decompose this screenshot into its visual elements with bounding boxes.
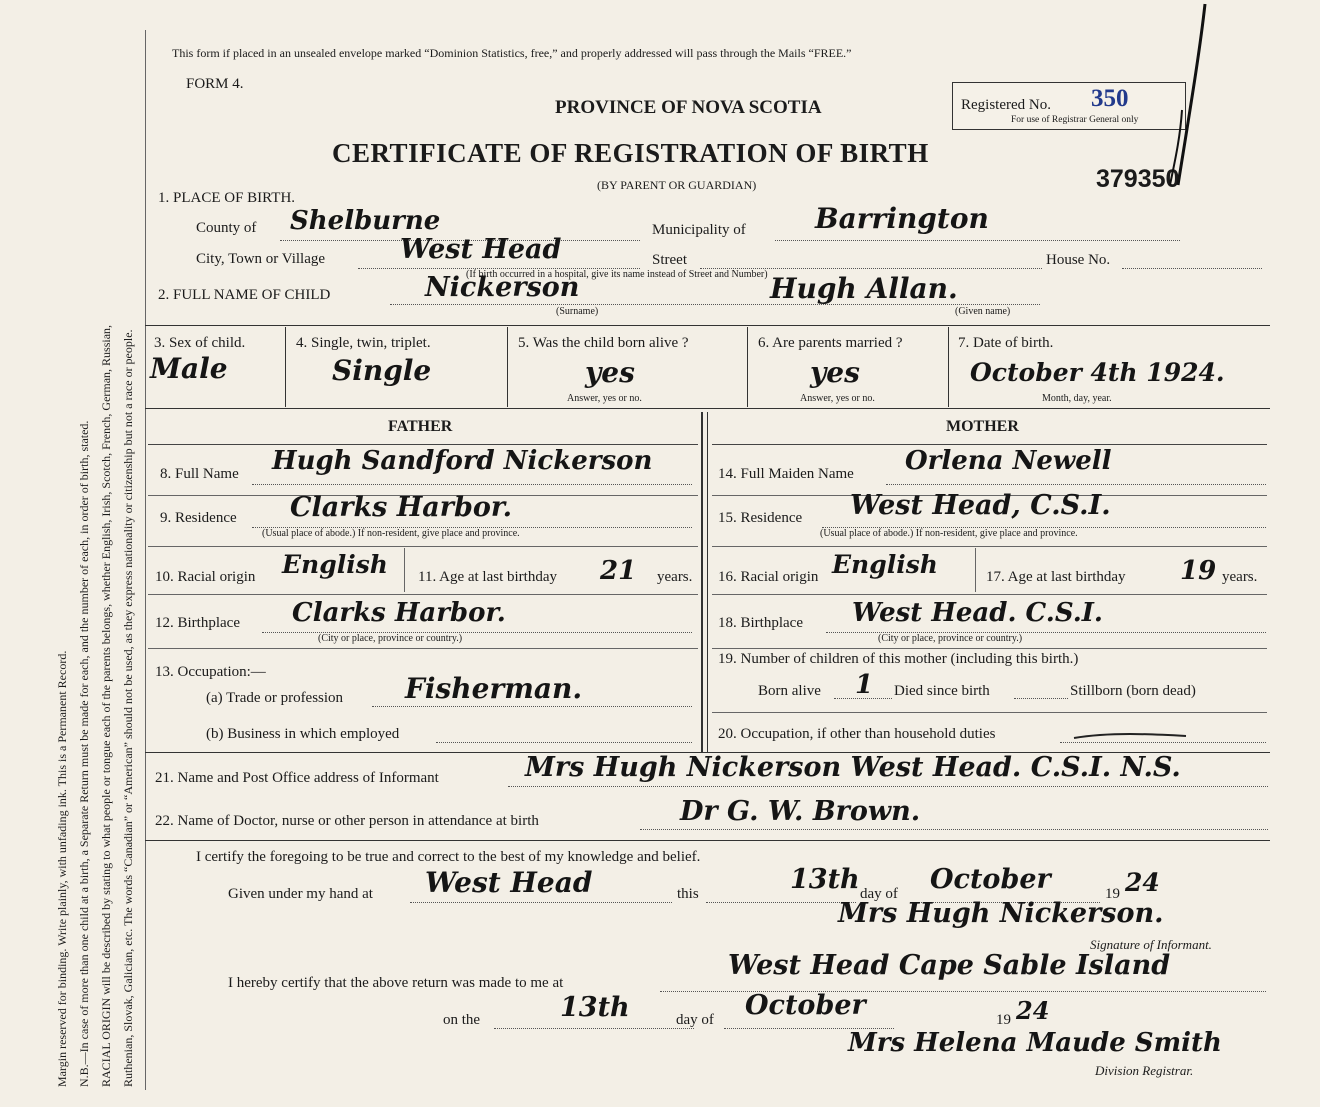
born-alive-count-label: Born alive (758, 683, 821, 699)
doctor-label: 22. Name of Doctor, nurse or other person in attendance at birth (155, 813, 539, 829)
registrar-month-value: October (745, 990, 866, 1021)
surname-caption: (Surname) (556, 306, 599, 317)
registrar-day-value: 13th (560, 992, 630, 1023)
parents-married-answer: yes (810, 356, 860, 389)
born-alive-question: 5. Was the child born alive ? (518, 335, 689, 351)
father-residence-caption: (Usual place of abode.) If non-resident, give place and province. (262, 528, 520, 539)
registrar-year-value: 24 (1016, 996, 1050, 1025)
margin-line-2: N.B.—In case of more than one child at a birth, a Separate Return must be made for each, and the number of each, in order of birth, stated. (77, 420, 91, 1087)
occupation-label: 13. Occupation:— (155, 664, 266, 680)
given-year-prefix: 19 (1105, 886, 1120, 902)
mother-birthplace-caption: (City or place, province or country.) (878, 633, 1023, 644)
born-alive-answer: yes (585, 356, 635, 389)
informant-certification: I certify the foregoing to be true and correct to the best of my knowledge and belief. (196, 849, 701, 865)
municipality-value: Barrington (815, 202, 989, 235)
place-of-birth-label: 1. PLACE OF BIRTH. (158, 190, 296, 206)
mother-age-label: 17. Age at last birthday (986, 569, 1126, 585)
registrar-statement: I hereby certify that the above return was made to me at (228, 975, 564, 991)
city-label: City, Town or Village (196, 251, 326, 267)
form-number: FORM 4. (186, 76, 244, 92)
margin-divider (145, 30, 146, 1090)
county-value: Shelburne (290, 206, 441, 236)
mother-birthplace-label: 18. Birthplace (718, 615, 803, 631)
father-name-label: 8. Full Name (160, 466, 239, 482)
registered-number: 350 (1091, 85, 1129, 112)
margin-notes (50, 0, 146, 1107)
informant-value: Mrs Hugh Nickerson West Head. C.S.I. N.S. (525, 752, 1181, 783)
column-divider (701, 412, 703, 752)
day-of-label: day of (860, 886, 898, 902)
registered-label: Registered No. (961, 97, 1051, 113)
child-given-name: Hugh Allan. (770, 272, 958, 305)
business-label: (b) Business in which employed (206, 726, 400, 742)
this-label: this (677, 886, 699, 902)
mother-race-value: English (832, 550, 938, 579)
house-number-label: House No. (1046, 252, 1111, 268)
father-heading: FATHER (388, 418, 453, 435)
informant-signature-caption: Signature of Informant. (1090, 937, 1212, 952)
father-residence-value: Clarks Harbor. (290, 492, 513, 523)
margin-line-4: Ruthenian, Slovak, Galician, etc. The words “Canadian” or “American” should not be used, as they express nationality or citizenship but not a race or people. (121, 329, 135, 1087)
informant-signature: Mrs Hugh Nickerson. (838, 898, 1164, 929)
answer-caption-5: Answer, yes or no. (567, 393, 642, 404)
given-under-label: Given under my hand at (228, 886, 373, 902)
mother-name-label: 14. Full Maiden Name (718, 466, 854, 482)
father-name-value: Hugh Sandford Nickerson (272, 446, 653, 476)
father-birthplace-label: 12. Birthplace (155, 615, 240, 631)
county-label: County of (196, 220, 257, 236)
answer-caption-6: Answer, yes or no. (800, 393, 875, 404)
father-birthplace-caption: (City or place, province or country.) (318, 633, 463, 644)
children-count-label: 19. Number of children of this mother (including this birth.) (718, 651, 1079, 667)
informant-label: 21. Name and Post Office address of Informant (155, 770, 439, 786)
father-race-label: 10. Racial origin (155, 569, 256, 585)
parents-married-question: 6. Are parents married ? (758, 335, 903, 351)
registrar-signature: Mrs Helena Maude Smith (848, 1028, 1222, 1058)
father-residence-label: 9. Residence (160, 510, 237, 526)
mother-residence-value: West Head, C.S.I. (850, 490, 1111, 521)
father-age-value: 21 (600, 556, 637, 586)
dob-label: 7. Date of birth. (958, 335, 1054, 351)
given-month-value: October (930, 864, 1051, 895)
child-name-label: 2. FULL NAME OF CHILD (158, 287, 331, 303)
ink-stroke-mark (1160, 0, 1220, 200)
father-birthplace-value: Clarks Harbor. (292, 598, 506, 628)
trade-value: Fisherman. (405, 672, 583, 705)
mother-occupation-label: 20. Occupation, if other than household duties (718, 726, 996, 742)
stillborn-label: Stillborn (born dead) (1070, 683, 1196, 699)
trade-label: (a) Trade or profession (206, 690, 344, 706)
dob-caption: Month, day, year. (1042, 393, 1112, 404)
given-name-caption: (Given name) (955, 306, 1011, 317)
certificate-title: CERTIFICATE OF REGISTRATION OF BIRTH (332, 138, 929, 168)
sex-value: Male (150, 352, 228, 385)
municipality-label: Municipality of (652, 222, 746, 238)
mother-heading: MOTHER (946, 418, 1019, 435)
given-day-value: 13th (790, 864, 860, 895)
mail-note: This form if placed in an unsealed envelope marked “Dominion Statistics, free,” and properly addressed will pass through the Mails “FREE.” (172, 46, 852, 60)
mother-age-value: 19 (1180, 556, 1217, 586)
mother-residence-caption: (Usual place of abode.) If non-resident, give place and province. (820, 528, 1078, 539)
registrar-use-note: For use of Registrar General only (1011, 115, 1139, 125)
given-place-value: West Head (425, 866, 593, 899)
hospital-note: (If birth occurred in a hospital, give its name instead of Street and Number) (466, 269, 768, 280)
registrar-caption: Division Registrar. (1095, 1063, 1194, 1078)
mother-years: years. (1222, 569, 1258, 585)
mother-residence-label: 15. Residence (718, 510, 803, 526)
mother-race-label: 16. Racial origin (718, 569, 819, 585)
child-surname: Nickerson (425, 272, 580, 303)
registrar-year-prefix: 19 (996, 1012, 1011, 1028)
mother-name-value: Orlena Newell (905, 446, 1112, 476)
margin-line-1: Margin reserved for binding. Write plainly, with unfading ink. This is a Permanent Record. (55, 650, 69, 1087)
stamp-number: 379350 (1096, 165, 1180, 193)
certificate-subtitle: (BY PARENT OR GUARDIAN) (597, 178, 757, 192)
father-race-value: English (282, 550, 388, 579)
plurality-label: 4. Single, twin, triplet. (296, 335, 431, 351)
given-year-value: 24 (1125, 868, 1160, 897)
mother-birthplace-value: West Head. C.S.I. (852, 598, 1103, 628)
registrar-day-of-label: day of (676, 1012, 714, 1028)
doctor-value: Dr G. W. Brown. (680, 796, 921, 827)
city-value: West Head (400, 234, 562, 265)
on-the-label: on the (443, 1012, 481, 1028)
sex-label: 3. Sex of child. (154, 335, 246, 351)
plurality-value: Single (332, 354, 432, 387)
blank-stroke (1070, 726, 1190, 746)
margin-line-3: RACIAL ORIGIN will be described by stating to what people or tongue each of the parents belongs, whether English, Irish, Scotch, French, German, Russian, (99, 324, 113, 1087)
father-years: years. (657, 569, 693, 585)
province-title: PROVINCE OF NOVA SCOTIA (555, 97, 822, 118)
born-alive-count: 1 (855, 670, 874, 700)
dob-value: October 4th 1924. (970, 358, 1225, 387)
registrar-place-value: West Head Cape Sable Island (728, 950, 1171, 981)
street-label: Street (652, 252, 687, 268)
died-since-birth-label: Died since birth (894, 683, 990, 699)
father-age-label: 11. Age at last birthday (418, 569, 557, 585)
registered-box (952, 82, 1186, 130)
